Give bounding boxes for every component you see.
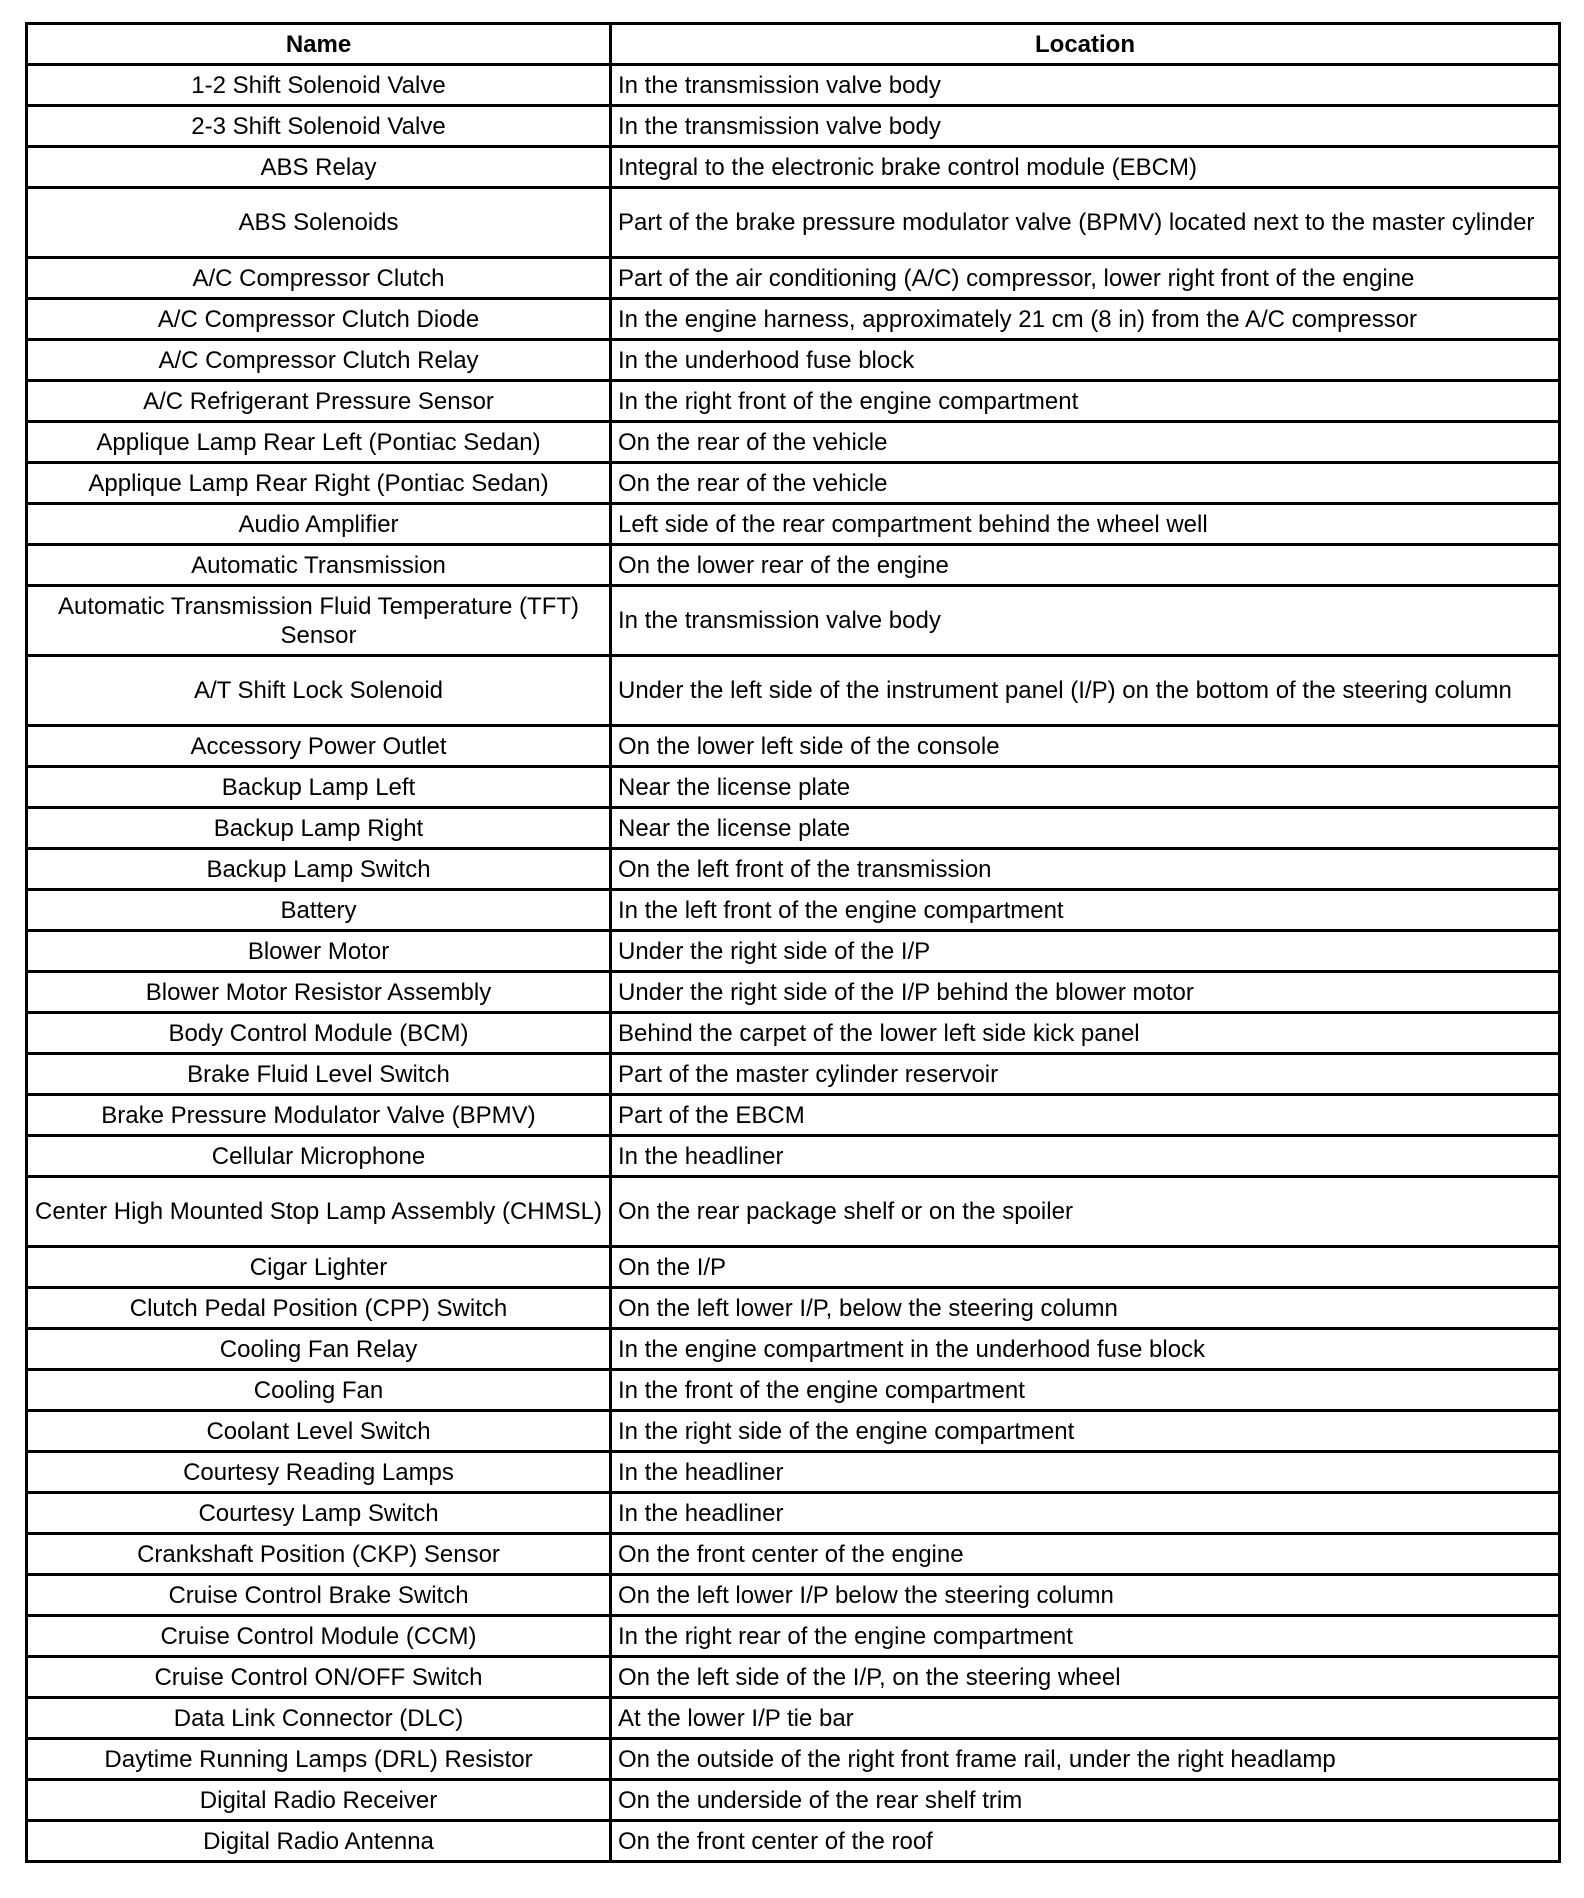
component-location-cell: On the outside of the right front frame rail, under the right headlamp — [611, 1739, 1560, 1780]
component-name-cell: Daytime Running Lamps (DRL) Resistor — [27, 1739, 611, 1780]
component-location-cell: In the underhood fuse block — [611, 340, 1560, 381]
component-name-cell: A/T Shift Lock Solenoid — [27, 656, 611, 726]
component-location-cell: On the left side of the I/P, on the steering wheel — [611, 1657, 1560, 1698]
component-name-cell: Digital Radio Receiver — [27, 1780, 611, 1821]
component-name-cell: Blower Motor — [27, 931, 611, 972]
component-location-cell: On the front center of the roof — [611, 1821, 1560, 1862]
component-location-cell: On the lower rear of the engine — [611, 545, 1560, 586]
component-location-cell: Integral to the electronic brake control module (EBCM) — [611, 147, 1560, 188]
component-name-cell: Coolant Level Switch — [27, 1411, 611, 1452]
table-row — [27, 1657, 1560, 1698]
table-row — [27, 1780, 1560, 1821]
component-name-cell: Cruise Control Brake Switch — [27, 1575, 611, 1616]
component-location-cell: In the right rear of the engine compartment — [611, 1616, 1560, 1657]
table-row — [27, 1411, 1560, 1452]
table-row — [27, 1739, 1560, 1780]
component-location-cell: On the lower left side of the console — [611, 726, 1560, 767]
table-row — [27, 106, 1560, 147]
table-body — [27, 65, 1560, 1862]
component-location-cell: In the transmission valve body — [611, 106, 1560, 147]
component-name-cell: Cigar Lighter — [27, 1247, 611, 1288]
table-row — [27, 1013, 1560, 1054]
table-row — [27, 340, 1560, 381]
table-row — [27, 1177, 1560, 1247]
component-location-cell: Part of the EBCM — [611, 1095, 1560, 1136]
table-row — [27, 1616, 1560, 1657]
component-name-cell: Brake Fluid Level Switch — [27, 1054, 611, 1095]
component-name-cell: Battery — [27, 890, 611, 931]
component-name-cell: Brake Pressure Modulator Valve (BPMV) — [27, 1095, 611, 1136]
table-row — [27, 65, 1560, 106]
component-name-cell: Automatic Transmission — [27, 545, 611, 586]
component-location-cell: Under the right side of the I/P behind the blower motor — [611, 972, 1560, 1013]
table-row — [27, 931, 1560, 972]
component-name-cell: Applique Lamp Rear Left (Pontiac Sedan) — [27, 422, 611, 463]
table-row — [27, 972, 1560, 1013]
table-row — [27, 188, 1560, 258]
table-row — [27, 890, 1560, 931]
component-location-cell: In the left front of the engine compartment — [611, 890, 1560, 931]
component-name-cell: A/C Compressor Clutch Relay — [27, 340, 611, 381]
component-location-cell: At the lower I/P tie bar — [611, 1698, 1560, 1739]
component-name-cell: 2-3 Shift Solenoid Valve — [27, 106, 611, 147]
component-name-cell: Audio Amplifier — [27, 504, 611, 545]
table-row — [27, 1534, 1560, 1575]
component-name-cell: Crankshaft Position (CKP) Sensor — [27, 1534, 611, 1575]
table-row — [27, 767, 1560, 808]
component-name-cell: 1-2 Shift Solenoid Valve — [27, 65, 611, 106]
component-name-cell: A/C Refrigerant Pressure Sensor — [27, 381, 611, 422]
component-name-cell: Data Link Connector (DLC) — [27, 1698, 611, 1739]
component-name-cell: Body Control Module (BCM) — [27, 1013, 611, 1054]
component-location-cell: In the headliner — [611, 1452, 1560, 1493]
component-name-cell: Cooling Fan Relay — [27, 1329, 611, 1370]
table-row — [27, 299, 1560, 340]
component-name-cell: Center High Mounted Stop Lamp Assembly (CHMSL) — [27, 1177, 611, 1247]
table-row — [27, 1247, 1560, 1288]
table-row — [27, 1698, 1560, 1739]
table-row — [27, 463, 1560, 504]
component-location-cell: Behind the carpet of the lower left side kick panel — [611, 1013, 1560, 1054]
table-row — [27, 1095, 1560, 1136]
component-location-cell: On the underside of the rear shelf trim — [611, 1780, 1560, 1821]
component-location-cell: On the rear of the vehicle — [611, 422, 1560, 463]
component-location-cell: In the right side of the engine compartment — [611, 1411, 1560, 1452]
component-name-cell: Digital Radio Antenna — [27, 1821, 611, 1862]
table-row — [27, 1136, 1560, 1177]
table-row — [27, 1575, 1560, 1616]
component-name-cell: A/C Compressor Clutch — [27, 258, 611, 299]
table-row — [27, 1288, 1560, 1329]
component-name-cell: A/C Compressor Clutch Diode — [27, 299, 611, 340]
table-header-row — [27, 24, 1560, 65]
table-row — [27, 1329, 1560, 1370]
table-row — [27, 147, 1560, 188]
table-row — [27, 545, 1560, 586]
component-name-cell: Blower Motor Resistor Assembly — [27, 972, 611, 1013]
table-row — [27, 381, 1560, 422]
table-row — [27, 656, 1560, 726]
table-row — [27, 808, 1560, 849]
component-location-cell: In the front of the engine compartment — [611, 1370, 1560, 1411]
component-location-cell: In the engine harness, approximately 21 cm (8 in) from the A/C compressor — [611, 299, 1560, 340]
component-name-cell: Backup Lamp Left — [27, 767, 611, 808]
component-location-cell: Near the license plate — [611, 767, 1560, 808]
table-row — [27, 1452, 1560, 1493]
component-location-cell: In the right front of the engine compartment — [611, 381, 1560, 422]
table-row — [27, 1493, 1560, 1534]
component-location-cell: Part of the master cylinder reservoir — [611, 1054, 1560, 1095]
table-row — [27, 1821, 1560, 1862]
component-location-cell: On the left lower I/P below the steering column — [611, 1575, 1560, 1616]
component-name-cell: Accessory Power Outlet — [27, 726, 611, 767]
component-location-cell: On the left lower I/P, below the steering column — [611, 1288, 1560, 1329]
location-column-header: Location — [611, 24, 1560, 65]
component-location-cell: In the transmission valve body — [611, 586, 1560, 656]
component-location-cell: On the rear package shelf or on the spoiler — [611, 1177, 1560, 1247]
table-row — [27, 1370, 1560, 1411]
component-location-cell: Left side of the rear compartment behind the wheel well — [611, 504, 1560, 545]
table-row — [27, 258, 1560, 299]
table-row — [27, 586, 1560, 656]
table-row — [27, 504, 1560, 545]
component-location-cell: Part of the air conditioning (A/C) compressor, lower right front of the engine — [611, 258, 1560, 299]
component-name-cell: Cruise Control ON/OFF Switch — [27, 1657, 611, 1698]
component-name-cell: Cruise Control Module (CCM) — [27, 1616, 611, 1657]
component-location-cell: On the rear of the vehicle — [611, 463, 1560, 504]
component-name-cell: Cooling Fan — [27, 1370, 611, 1411]
component-location-cell: On the left front of the transmission — [611, 849, 1560, 890]
component-name-cell: Backup Lamp Switch — [27, 849, 611, 890]
component-location-cell: In the headliner — [611, 1493, 1560, 1534]
component-name-cell: Cellular Microphone — [27, 1136, 611, 1177]
component-location-cell: In the engine compartment in the underhood fuse block — [611, 1329, 1560, 1370]
component-location-cell: On the front center of the engine — [611, 1534, 1560, 1575]
table-row — [27, 849, 1560, 890]
component-location-table — [25, 22, 1561, 1863]
component-name-cell: Applique Lamp Rear Right (Pontiac Sedan) — [27, 463, 611, 504]
component-location-cell: In the headliner — [611, 1136, 1560, 1177]
component-name-cell: Courtesy Reading Lamps — [27, 1452, 611, 1493]
component-name-cell: Courtesy Lamp Switch — [27, 1493, 611, 1534]
name-column-header: Name — [27, 24, 611, 65]
component-name-cell: Backup Lamp Right — [27, 808, 611, 849]
component-location-cell: Part of the brake pressure modulator valve (BPMV) located next to the master cylinder — [611, 188, 1560, 258]
component-location-cell: Near the license plate — [611, 808, 1560, 849]
component-name-cell: Automatic Transmission Fluid Temperature (TFT) Sensor — [27, 586, 611, 656]
component-location-cell: In the transmission valve body — [611, 65, 1560, 106]
component-location-cell: On the I/P — [611, 1247, 1560, 1288]
component-name-cell: Clutch Pedal Position (CPP) Switch — [27, 1288, 611, 1329]
component-name-cell: ABS Solenoids — [27, 188, 611, 258]
table-row — [27, 1054, 1560, 1095]
component-location-table-container — [25, 22, 1558, 1863]
component-location-cell: Under the right side of the I/P — [611, 931, 1560, 972]
table-row — [27, 422, 1560, 463]
component-name-cell: ABS Relay — [27, 147, 611, 188]
component-location-cell: Under the left side of the instrument panel (I/P) on the bottom of the steering column — [611, 656, 1560, 726]
table-row — [27, 726, 1560, 767]
